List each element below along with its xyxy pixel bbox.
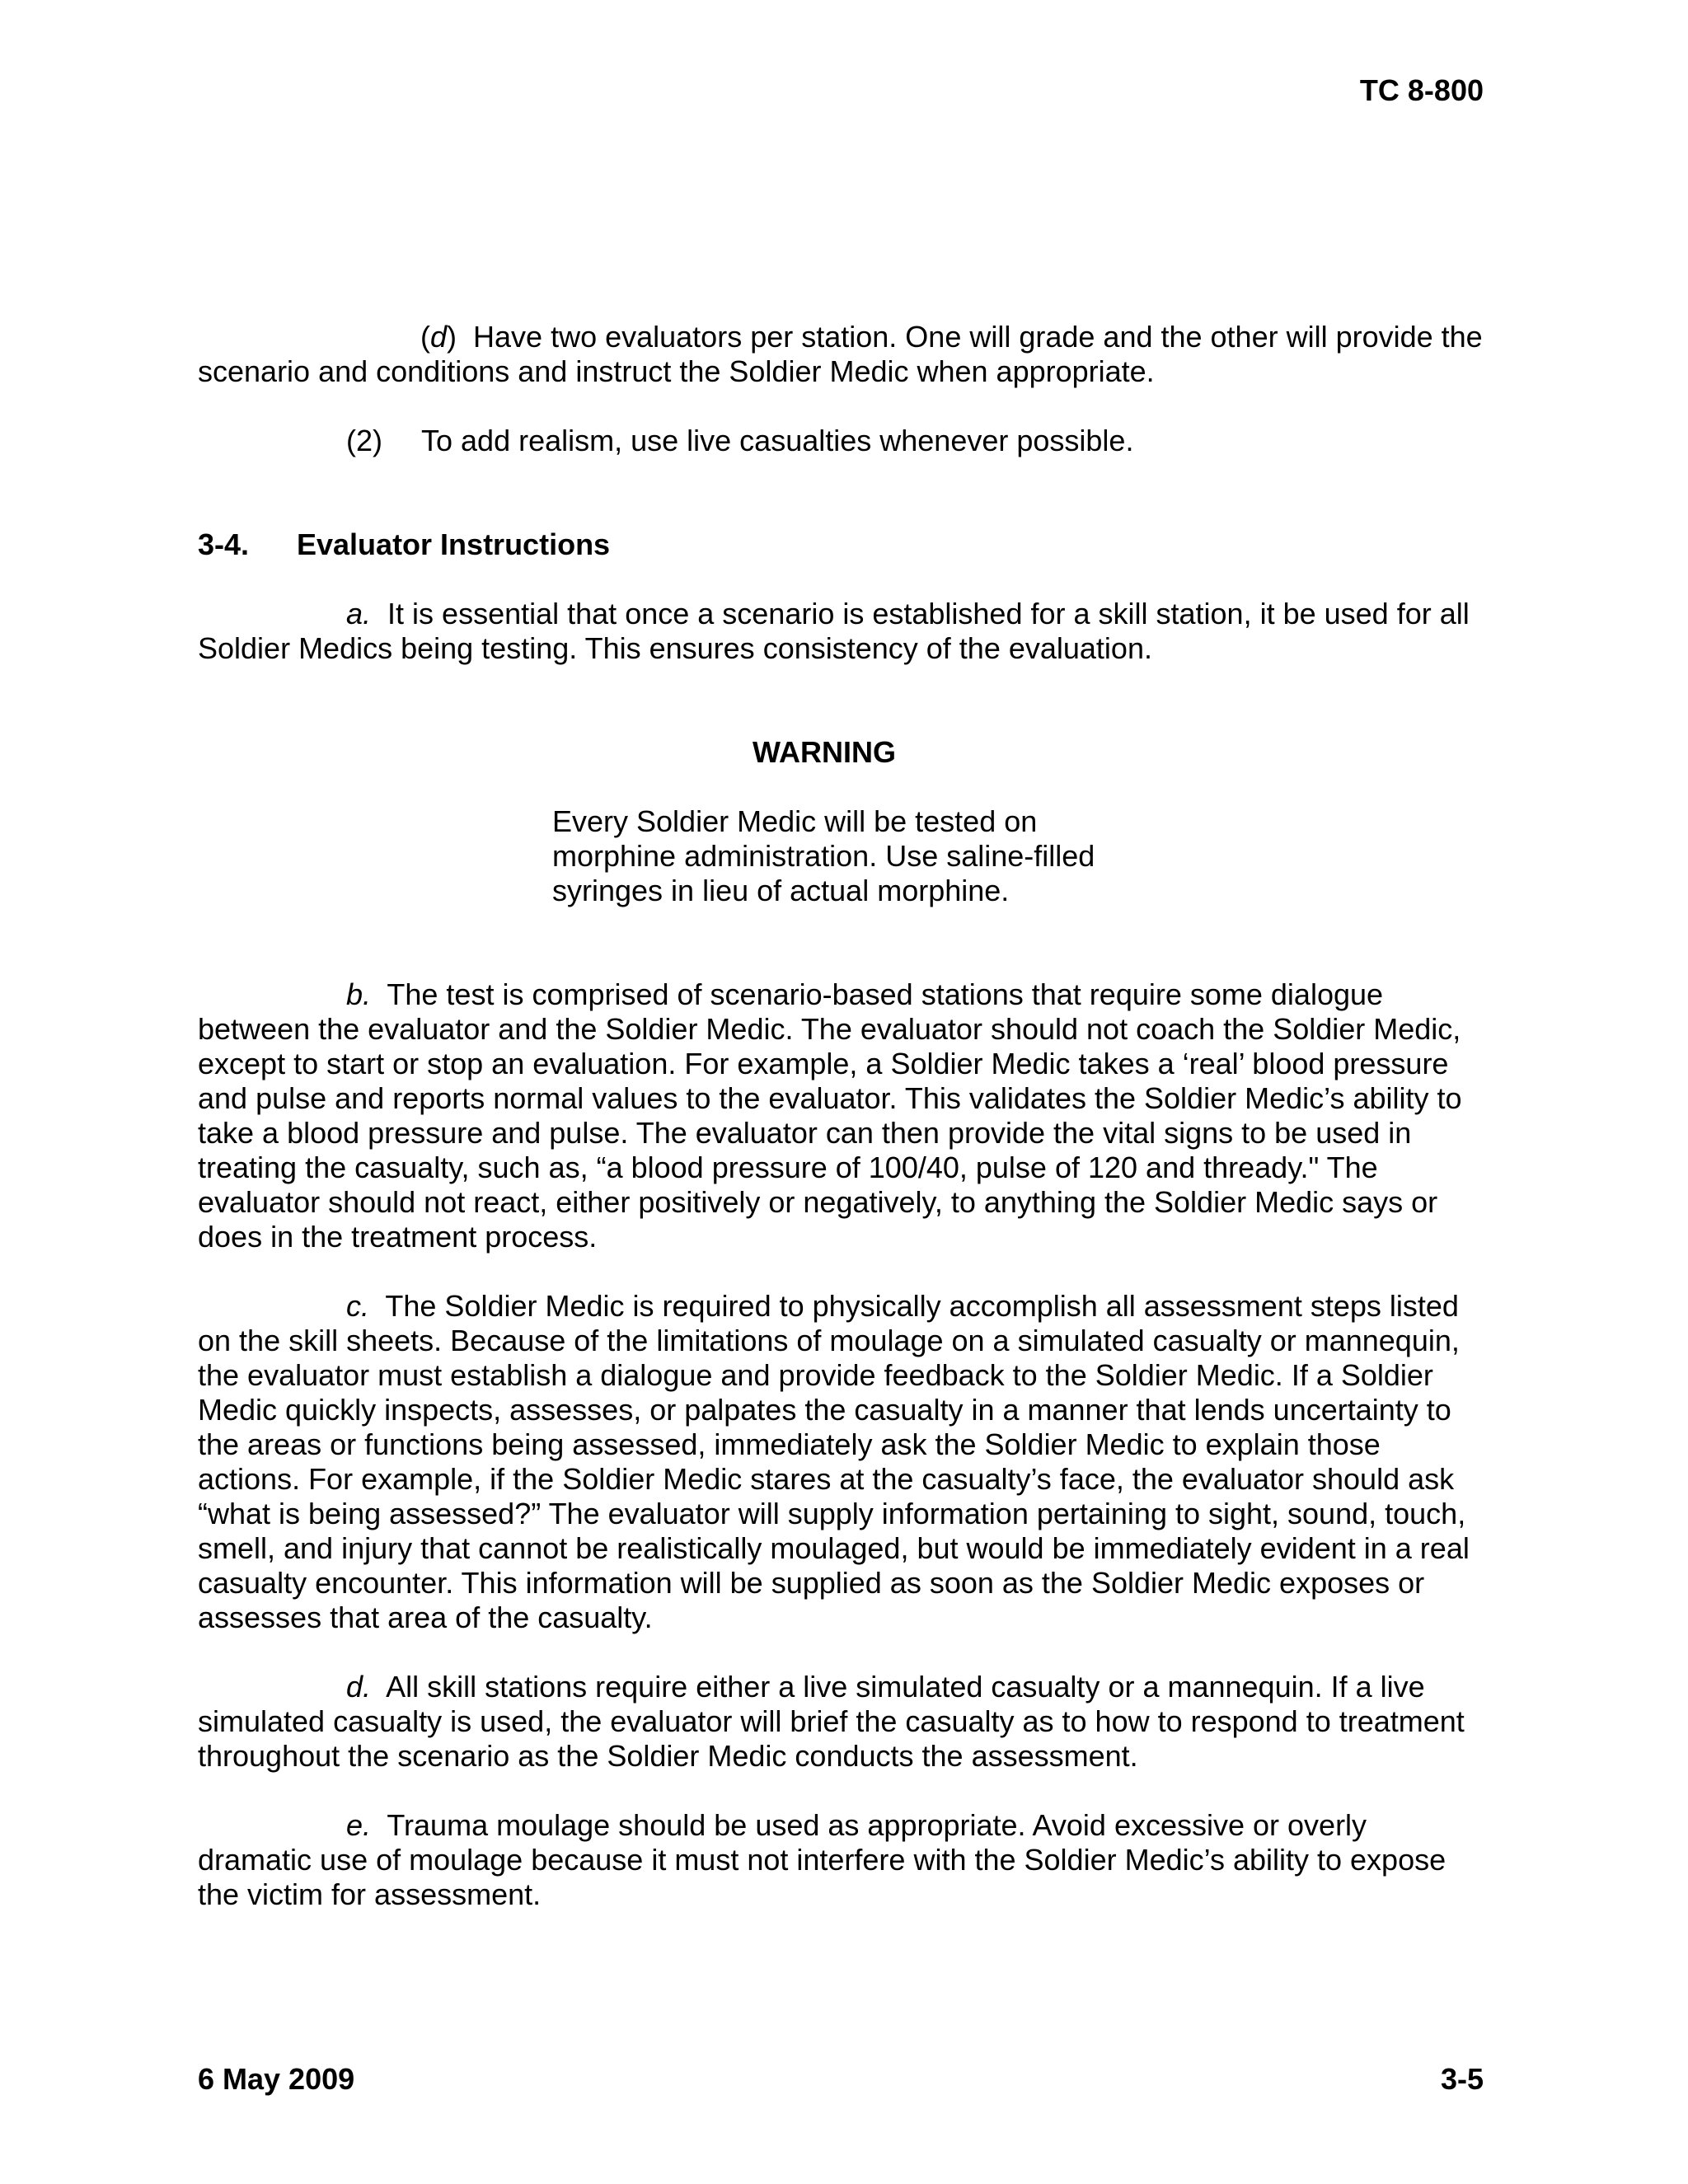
section-number: 3-4. xyxy=(198,527,250,561)
footer-page-number: 3-5 xyxy=(1440,2062,1484,2096)
item-number: (2) xyxy=(346,424,382,457)
paragraph-text: The Soldier Medic is required to physically accomplish all assessment steps listed on the skill sheets. Because of the limitations of moulage on a simulated casualty or mannequin, the evaluator must establish a dialogue and provide feedback to the Soldier Medic. If a Soldier Medic quickly inspects, assesses, or palpates the casualty in a manner that lends uncertainty to the areas or functions being assessed, immediately ask the Soldier Medic to explain those actions. For example, if the Soldier Medic stares at the casualty’s face, the evaluator should ask “what is being assessed?” The evaluator will supply information pertaining to sight, sound, touch, smell, and injury that cannot be realistically moulaged, but would be immediately evident in a real casualty encounter. This information will be supplied as soon as the Soldier Medic exposes or assesses that area of the casualty. xyxy=(198,1289,1470,1634)
paragraph-c xyxy=(198,1289,1484,1635)
warning-text: Every Soldier Medic will be tested on morphine administration. Use saline-filled syringes in lieu of actual morphine. xyxy=(552,804,1095,907)
paragraph-text: It is essential that once a scenario is established for a skill station, it be used for all Soldier Medics being testing. This ensures consistency of the evaluation. xyxy=(198,597,1470,665)
paragraph-marker: d. xyxy=(346,1670,372,1704)
paragraph-d-evaluators: (d) Have two evaluators per station. One will grade and the other will provide the scenario and conditions and instruct the Soldier Medic when appropriate. xyxy=(198,320,1483,388)
item-text: To add realism, use live casualties whenever possible. xyxy=(421,424,1134,457)
paragraph-marker: e. xyxy=(346,1808,372,1842)
paragraph-text: Have two evaluators per station. One will grade and the other will provide the scenario and conditions and instruct the Soldier Medic when appropriate. xyxy=(198,320,1483,388)
document-id: TC 8-800 xyxy=(1359,73,1484,107)
paragraph-text: Trauma moulage should be used as appropriate. Avoid excessive or overly dramatic use of moulage because it must not interfere with the Soldier Medic’s ability to expose the victim for assessment. xyxy=(198,1808,1447,1911)
paragraph-marker: c. xyxy=(346,1289,370,1323)
paragraph-d-stations xyxy=(198,1670,1484,1774)
paragraph-text: The test is comprised of scenario-based stations that require some dialogue between the evaluator and the Soldier Medic. The evaluator should not coach the Soldier Medic, except to start or stop an evaluation. For example, a Soldier Medic takes a ‘real’ blood pressure and pulse and reports normal values to the evaluator. This validates the Soldier Medic’s ability to take a blood pressure and pulse. The evaluator can then provide the vital signs to be used in treating the casualty, such as, “a blood pressure of 100/40, pulse of 120 and thready." The evaluator should not react, either positively or negatively, to anything the Soldier Medic says or does in the treatment process. xyxy=(198,977,1462,1254)
paragraph-a xyxy=(198,597,1484,666)
section-title: Evaluator Instructions xyxy=(297,527,611,561)
paragraph-marker: d xyxy=(430,320,448,354)
paragraph-e xyxy=(198,1808,1484,1912)
item-2-live-casualties xyxy=(198,424,1484,458)
paragraph-marker: b. xyxy=(346,977,372,1011)
paragraph-text: All skill stations require either a live simulated casualty or a mannequin. If a live simulated casualty is used, the evaluator will brief the casualty as to how to respond to treatment throughout the scenario as the Soldier Medic conducts the assessment. xyxy=(198,1670,1465,1773)
paragraph-b xyxy=(198,977,1484,1254)
section-heading xyxy=(198,527,1484,562)
footer-date: 6 May 2009 xyxy=(198,2062,355,2096)
paragraph-marker: a. xyxy=(346,597,372,630)
document-body xyxy=(198,320,1484,1912)
warning-title: WARNING xyxy=(753,735,896,769)
